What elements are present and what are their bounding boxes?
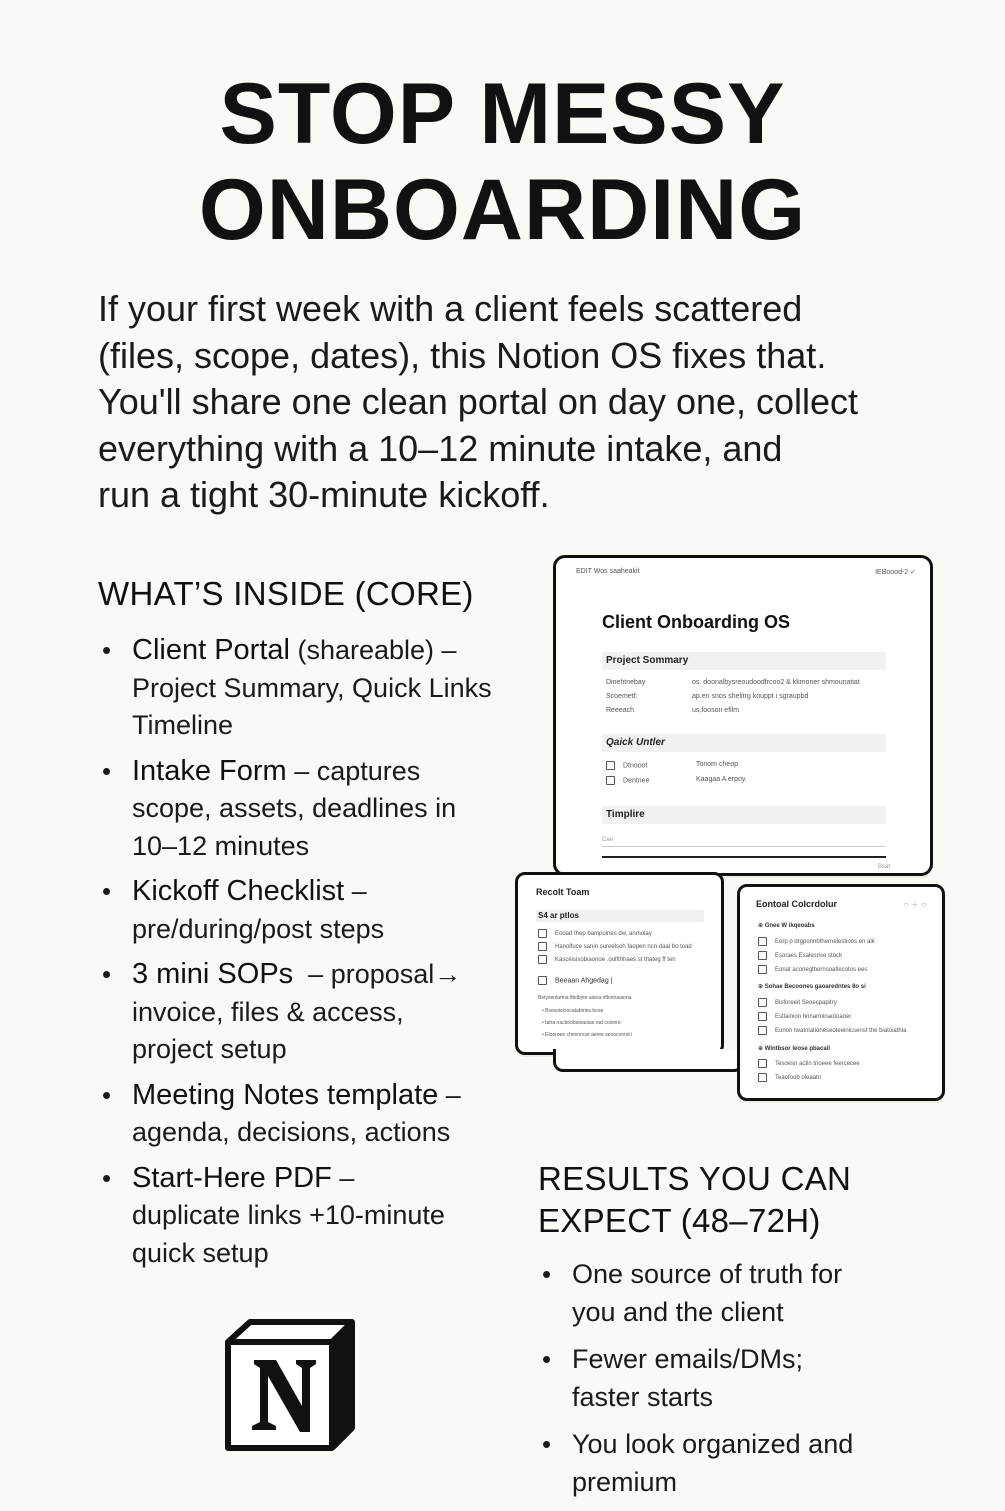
item-text: Fewer emails/DMs; (572, 1344, 804, 1374)
checkbox-icon (758, 951, 767, 960)
checkbox-icon (758, 1026, 767, 1035)
group-label: ⊕ Gnee W ikqeoabs (758, 923, 815, 929)
checkbox-icon (606, 776, 615, 785)
item-desc: Project Summary, Quick Links (132, 672, 492, 703)
checklist-row (606, 761, 648, 770)
row-text: Eonon twatnlationeseoteeinicsenst the biatoiathla (775, 1028, 907, 1035)
checklist-row (758, 951, 842, 960)
row-key: Dtnooot (623, 762, 648, 770)
checkbox-icon (606, 761, 615, 770)
row-text: Esoraes Esalesrise stock (775, 953, 843, 960)
item-name: Start-Here PDF (132, 1161, 332, 1194)
mockup-section-title: Project Sommary (606, 655, 689, 666)
results-list (540, 1256, 980, 1511)
checkbox-icon (758, 998, 767, 1007)
item-desc: – (331, 1162, 355, 1193)
checklist-row (758, 937, 875, 946)
row-key: Dentnee (623, 777, 650, 785)
row-text: Eooad thep bampuines dw, anmolay (555, 931, 652, 938)
item-name: 3 mini SOPs (132, 958, 294, 990)
item-desc: quick setup (132, 1237, 269, 1268)
item-text: premium (572, 1466, 678, 1497)
row-text: Bsesoieciocatabtries.bose (545, 1008, 604, 1014)
row-text: Teaofoob oleaatn (775, 1075, 822, 1082)
item-text: One source of truth for (572, 1259, 843, 1289)
results-heading-line: EXPECT (48–72H) (538, 1202, 821, 1239)
results-heading-line: RESULTS YOU CAN (538, 1160, 852, 1197)
group-label-text: Wintbsor leose pbacall (764, 1046, 830, 1052)
item-desc: agenda, decisions, actions (132, 1117, 451, 1147)
intro-line: run a tight 30-minute kickoff. (98, 474, 550, 515)
checklist-row (758, 965, 867, 974)
row-text: tatra nacboobsteaoiae eat coionre (545, 1020, 621, 1026)
group-label-text: Sohae Becoones gaoaredntes 8o si (764, 984, 866, 990)
row-text: Hanolfuce sanin sureelsoh faopen ncn daal bo toad (555, 944, 692, 951)
results-heading (538, 1158, 851, 1242)
row-text: Eorp p drgponnbthernelestioos en alk (775, 939, 875, 946)
row-value: Kaagaa A erpoy. (696, 776, 747, 783)
checklist-row (758, 1059, 860, 1068)
sub-row: • Elooroee chennoost aeree seooconnd i (542, 1032, 633, 1038)
checklist-row (758, 1026, 906, 1035)
group-label: ⊕ Wintbsor leose pbacall (758, 1046, 830, 1052)
timeline-track (602, 846, 886, 847)
intro-paragraph (98, 286, 938, 519)
checkbox-icon (758, 1059, 767, 1068)
row-key: Dinehtnebay (606, 679, 646, 686)
item-text: You look organized and (572, 1429, 854, 1459)
card-title: Eontoal Colcrdolur (756, 899, 837, 909)
checklist-row (758, 1012, 851, 1021)
checklist-row (606, 776, 649, 785)
checklist-row (758, 1073, 821, 1082)
row-value: os. doonalbysreoudoodfrcoo2 & kkmoner shmounatiat (692, 679, 860, 686)
row-key: Reeeach (606, 707, 635, 714)
checkbox-icon (538, 955, 547, 964)
item-desc: – (438, 1079, 461, 1110)
list-item (100, 632, 520, 745)
checklist-row (538, 976, 612, 985)
row-key: Scoemetf: (606, 693, 638, 700)
card-stack-edge (553, 1049, 744, 1072)
list-item (100, 1160, 520, 1273)
row-value: us,fooson efilm (692, 707, 740, 714)
item-desc: pre/during/post steps (132, 913, 385, 944)
list-item (540, 1341, 980, 1416)
intro-line: If your first week with a client feels scattered (98, 288, 803, 329)
item-desc: – proposal→ (293, 959, 462, 989)
page-title (0, 66, 1005, 258)
notion-logo-icon (220, 1316, 360, 1456)
item-name: Client Portal (132, 634, 290, 666)
group-label-text: Gnee W ikqeoabs (764, 923, 815, 929)
item-desc: scope, assets, deadlines in (132, 793, 457, 823)
timeline-end: Bsat (877, 864, 890, 870)
item-desc: 10–12 minutes (132, 830, 310, 861)
item-text: you and the client (572, 1296, 784, 1327)
core-list (100, 632, 520, 1280)
mockup-topbar-left: EDIT Wos saaheakit (576, 568, 640, 575)
list-item (100, 956, 520, 1069)
main-tablet-mockup (553, 555, 933, 876)
checkbox-icon (538, 929, 547, 938)
timeline-label: Cee (602, 837, 614, 843)
item-desc: Timeline (132, 710, 234, 740)
row-text: Elooroee chennoost aeree seooconnd i (545, 1032, 633, 1038)
card-section: S4 ar ptlos (538, 911, 579, 920)
card-title: Recolt Toam (536, 887, 590, 897)
checkbox-icon (758, 1012, 767, 1021)
checkbox-icon (538, 942, 547, 951)
row-text: Bisforeeit Seoecpapitry (775, 1000, 837, 1007)
list-item (540, 1256, 980, 1331)
title-line-2: ONBOARDING (198, 162, 807, 258)
item-desc: invoice, files & access, (132, 996, 404, 1027)
row-text: Estlainion hnnarminaotoaoer (775, 1014, 852, 1021)
list-item (100, 1077, 520, 1152)
group-label: ⊕ Sohae Becoones gaoaredntes 8o si (758, 984, 866, 990)
sub-row: • tatra nacboobsteaoiae eat coionre (542, 1020, 621, 1026)
timeline-bar (602, 856, 886, 858)
left-card-mockup (515, 872, 724, 1055)
row-text: Kasceisisobiaonoe .ooflthhaes st thateg ff ten (555, 957, 676, 964)
checklist-row (538, 942, 692, 951)
item-desc: – (344, 876, 367, 906)
item-desc: duplicate links +10-minute (132, 1200, 445, 1230)
item-name: Kickoff Checklist (132, 875, 345, 907)
list-item (540, 1426, 980, 1501)
checklist-row (538, 929, 652, 938)
item-name: Intake Form (132, 754, 287, 787)
intro-line: everything with a 10–12 minute intake, and (98, 427, 783, 469)
checkbox-icon (758, 937, 767, 946)
item-desc: project setup (132, 1034, 287, 1064)
item-text: faster starts (572, 1381, 714, 1412)
sub-row: • Bsesoieciocatabtries.bose (542, 1008, 604, 1014)
mockup-topbar-right: IEBoood-2 ✓ (875, 569, 916, 576)
mockup-title: Client Onboarding OS (602, 612, 790, 632)
row-text: Tesoesn actin trioeee feercecee (775, 1061, 860, 1068)
checklist-row (758, 998, 837, 1007)
title-line-1: STOP MESSY (219, 66, 786, 162)
item-desc: (shareable) – (289, 635, 457, 665)
intro-line: (files, scope, dates), this Notion OS fixes that. (98, 334, 827, 376)
row-text: Beeaan Ahgedag | (555, 977, 613, 985)
list-item (100, 753, 520, 866)
checkbox-icon (538, 976, 547, 985)
row-text: Eonat aconegtbernsoatlecotos ees (775, 967, 868, 974)
row-value: Tonom cheop (696, 761, 739, 768)
intro-line: You'll share one clean portal on day one, collect (98, 381, 859, 422)
checklist-row (538, 955, 676, 964)
core-heading: WHAT’S INSIDE (CORE) (98, 575, 474, 612)
sub-label: Betysenlartna ltbdbyte aiaoa efbotnaaiona (538, 995, 632, 1001)
mockup-section-title: Timplire (606, 809, 645, 820)
list-item (100, 873, 520, 948)
item-name: Meeting Notes template (132, 1078, 439, 1111)
mockup-section-title: Qaick Untler (606, 737, 665, 748)
right-card-mockup (737, 884, 945, 1101)
item-desc: – captures (286, 755, 421, 786)
card-controls-icon: ○ ＋ ○ (903, 900, 926, 909)
checkbox-icon (758, 965, 767, 974)
checkbox-icon (758, 1073, 767, 1082)
row-value: ap.en snos shelitrg kouppt i sgraupbd (692, 693, 809, 700)
